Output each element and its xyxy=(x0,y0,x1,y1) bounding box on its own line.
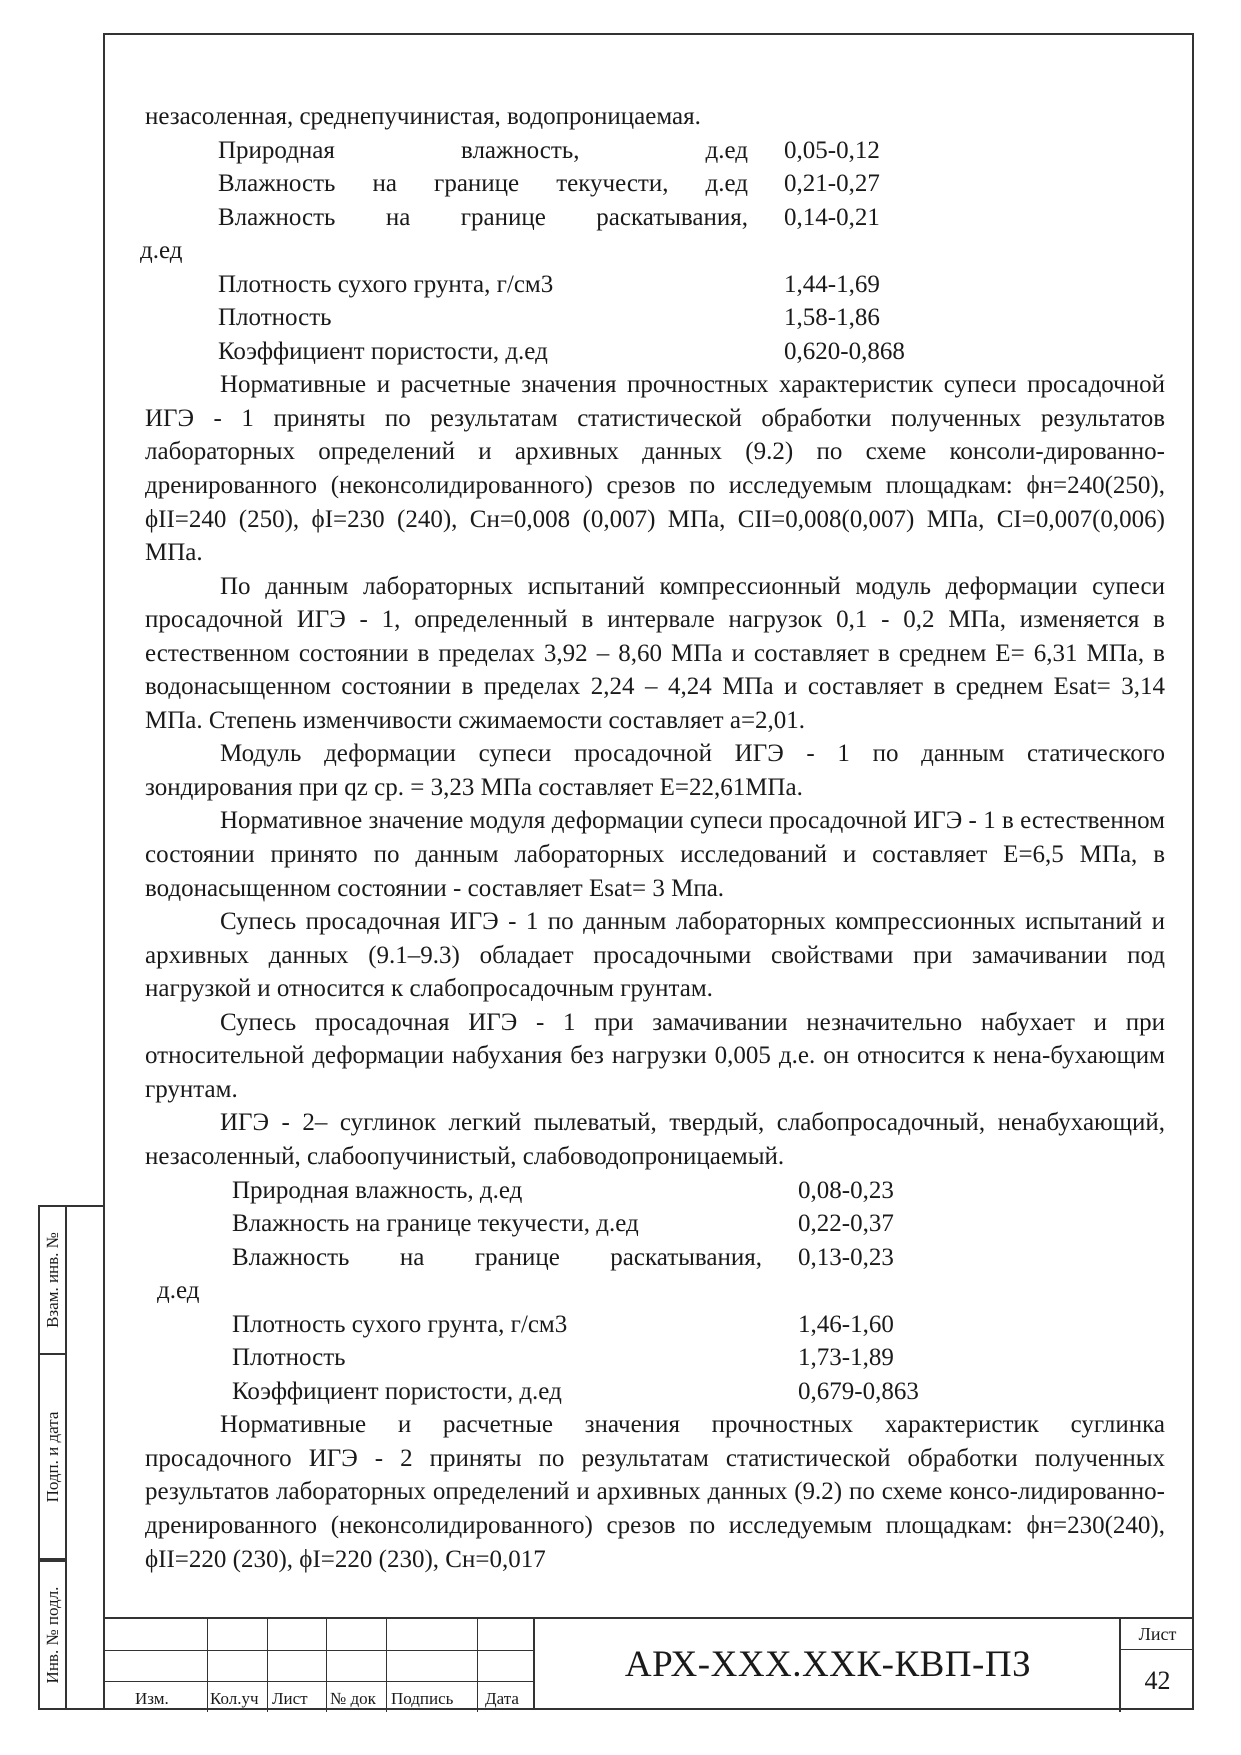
property-value: 0,14-0,21 xyxy=(784,203,880,231)
revision-table xyxy=(103,1619,533,1712)
paragraph: ИГЭ - 2– суглинок легкий пылеватый, твердый, слабопросадочный, ненабухающий, незасоленный, слабоопучинистый, слабоводопроницаемый. xyxy=(145,1109,1165,1170)
property-row xyxy=(145,1174,1165,1208)
divider xyxy=(267,1619,268,1712)
col-ndok: № док xyxy=(330,1689,376,1708)
property-value: 0,08-0,23 xyxy=(798,1176,894,1204)
property-row xyxy=(145,1375,1165,1409)
divider xyxy=(207,1619,208,1712)
property-row xyxy=(145,1308,1165,1342)
property-value: 0,21-0,27 xyxy=(784,170,880,198)
divider xyxy=(386,1619,387,1712)
stamp-vzam-inv xyxy=(38,1205,65,1355)
stamp-inv-podl xyxy=(38,1560,65,1710)
property-name: Влажность на границе раскатывания, xyxy=(232,1243,762,1271)
stamp-empty-column xyxy=(65,1205,103,1710)
property-name: Природная влажность, д.ед xyxy=(218,136,748,164)
property-row xyxy=(145,1241,1165,1275)
document-body xyxy=(140,100,1165,1576)
col-koluch: Кол.уч xyxy=(210,1689,259,1708)
paragraph: Супесь просадочная ИГЭ - 1 при замачивании незначительно набухает и при относительной деформации набухания без нагрузки 0,005 д.е. он относится к нена-бухающим грунтам. xyxy=(145,1008,1165,1103)
property-name: Плотность xyxy=(218,304,332,332)
divider xyxy=(326,1619,327,1712)
property-row xyxy=(145,335,1165,369)
stamp-podp-data xyxy=(38,1355,65,1560)
property-value: 0,13-0,23 xyxy=(798,1243,894,1271)
property-value: 1,73-1,89 xyxy=(798,1344,894,1372)
sheet-label: Лист xyxy=(1121,1619,1194,1650)
property-value: 1,46-1,60 xyxy=(798,1310,894,1338)
paragraph-continuation: незасоленная, среднепучинистая, водопроницаемая. xyxy=(145,103,701,130)
divider xyxy=(103,1681,533,1682)
property-value: 0,679-0,863 xyxy=(798,1377,919,1405)
property-name: Плотность xyxy=(232,1344,346,1372)
property-name: Влажность на границе текучести, д.ед xyxy=(218,170,748,198)
property-name: Природная влажность, д.ед xyxy=(232,1176,523,1204)
property-wrap: д.ед xyxy=(140,237,183,265)
property-row xyxy=(145,134,1165,168)
property-name: Коэффициент пористости, д.ед xyxy=(232,1377,562,1405)
paragraph: Нормативные и расчетные значения прочностных характеристик суглинка просадочного ИГЭ - 2 приняты по результатам статистической обработки полученных результатов лабораторных определений и архивных данных (9.2) по схеме консо-лидированно-дренированного (неконсолидированного) срезов по исследуемым площадкам: ϕн=230(240), ϕII=220 (230), ϕI=220 (230), Сн=0,017 xyxy=(145,1411,1165,1573)
sheet-cell xyxy=(1119,1619,1194,1712)
property-value: 1,44-1,69 xyxy=(784,270,880,298)
sheet-number: 42 xyxy=(1144,1666,1171,1695)
paragraph: Модуль деформации супеси просадочной ИГЭ - 1 по данным статического зондирования при qz ср. = 3,23 МПа составляет Е=22,61МПа. xyxy=(145,740,1165,801)
property-row xyxy=(145,167,1165,201)
property-row xyxy=(145,201,1165,235)
property-name: Коэффициент пористости, д.ед xyxy=(218,337,548,365)
stamp-vzam-inv-label: Взам. инв. № xyxy=(42,1232,62,1328)
col-data: Дата xyxy=(485,1689,519,1708)
paragraph: Супесь просадочная ИГЭ - 1 по данным лабораторных компрессионных испытаний и архивных данных (9.1–9.3) обладает просадочными свойствами при замачивании под нагрузкой и относится к слабопросадочным грунтам. xyxy=(145,908,1165,1003)
property-row xyxy=(145,268,1165,302)
paragraph: По данным лабораторных испытаний компрессионный модуль деформации супеси просадочной ИГЭ - 1, определенный в интервале нагрузок 0,1 - 0,2 МПа, изменяется в естественном состоянии в пределах 3,92 – 8,60 МПа и составляет в среднем Е= 6,31 МПа, в водонасыщенном состоянии в пределах 2,24 – 4,24 МПа и составляет в среднем Esat= 3,14 МПа. Степень изменчивости сжимаемости составляет а=2,01. xyxy=(145,572,1165,734)
stamp-inv-podl-label: Инв. № подл. xyxy=(42,1586,62,1684)
paragraph: Нормативные и расчетные значения прочностных характеристик супеси просадочной ИГЭ - 1 приняты по результатам статистической обработки полученных результатов лабораторных определений и архивных данных (9.2) по схеме консоли-дированно-дренированного (неконсолидированного) срезов по исследуемым площадкам: ϕн=240(250), ϕII=240 (250), ϕI=230 (240), Сн=0,008 (0,007) МПа, СII=0,008(0,007) МПа, СI=0,007(0,006) МПа. xyxy=(145,371,1165,567)
property-wrap: д.ед xyxy=(157,1277,200,1305)
property-name: Плотность сухого грунта, г/см3 xyxy=(232,1310,568,1338)
paragraph: Нормативное значение модуля деформации супеси просадочной ИГЭ - 1 в естественном состоянии принято по данным лабораторных исследований и составляет Е=6,5 МПа, в водонасыщенном состоянии - составляет Esat= 3 Мпа. xyxy=(145,807,1165,902)
property-row xyxy=(145,1341,1165,1375)
document-designation: АРХ-ХХХ.ХХК-КВП-ПЗ xyxy=(533,1619,1121,1710)
col-podpis: Подпись xyxy=(391,1689,454,1708)
property-value: 1,58-1,86 xyxy=(784,304,880,332)
property-row xyxy=(145,301,1165,335)
property-value: 0,620-0,868 xyxy=(784,337,905,365)
col-izm: Изм. xyxy=(135,1689,169,1708)
col-list: Лист xyxy=(272,1689,308,1708)
property-value: 0,05-0,12 xyxy=(784,136,880,164)
divider xyxy=(103,1650,533,1651)
property-name: Плотность сухого грунта, г/см3 xyxy=(218,270,554,298)
title-block xyxy=(103,1617,1194,1710)
divider xyxy=(477,1619,478,1712)
property-row xyxy=(145,1207,1165,1241)
stamp-podp-data-label: Подп. и дата xyxy=(42,1411,62,1502)
property-name: Влажность на границе текучести, д.ед xyxy=(232,1210,639,1238)
property-name: Влажность на границе раскатывания, xyxy=(218,203,748,231)
property-value: 0,22-0,37 xyxy=(798,1210,894,1238)
